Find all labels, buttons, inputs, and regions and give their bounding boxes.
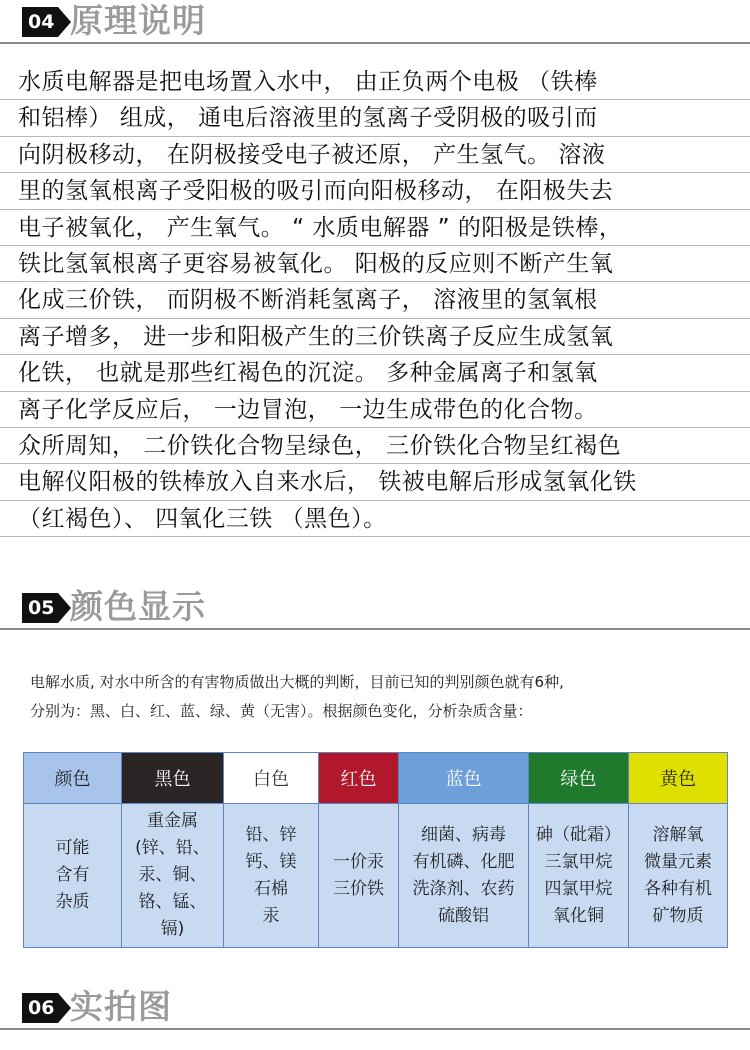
impurity-item: 重金属	[147, 811, 198, 831]
header-label-cell: 颜色	[24, 753, 122, 804]
paragraph-line: 化铁， 也就是那些红褐色的沉淀。 多种金属离子和氢氧	[0, 355, 750, 391]
row-label-text: 杂质	[55, 892, 90, 912]
color-header-cell: 红色	[319, 753, 399, 804]
impurity-item: 石棉	[254, 878, 288, 899]
paragraph-line: 和铝棒） 组成， 通电后溶液里的氢离子受阴极的吸引而	[0, 100, 750, 136]
section-05-header	[0, 586, 750, 630]
color-header-cell: 白色	[224, 753, 319, 804]
section-title: 原理说明	[70, 1, 206, 40]
impurity-item: 细菌、病毒	[421, 824, 506, 845]
paragraph-line: 离子化学反应后， 一边冒泡， 一边生成带色的化合物。	[0, 392, 750, 428]
section-number-badge	[22, 593, 71, 623]
paragraph-line: 化成三价铁， 而阴极不断消耗氢离子， 溶液里的氢氧根	[0, 282, 750, 318]
paragraph-line: 铁比氢氧根离子更容易被氧化。 阳极的反应则不断产生氧	[0, 246, 750, 282]
impurity-item: 三氯甲烷	[544, 851, 613, 872]
color-header-cell: 黄色	[629, 753, 728, 804]
impurity-item: 矿物质	[652, 905, 704, 926]
impurity-cell	[122, 804, 224, 948]
row-label-text: 可能	[55, 838, 90, 858]
impurity-cell	[399, 804, 529, 948]
section-number: 05	[22, 593, 58, 623]
color-header-cell: 黑色	[122, 753, 224, 804]
impurity-cell	[529, 804, 629, 948]
color-intro-text	[30, 668, 730, 726]
impurity-item: 溶解氧	[652, 824, 704, 845]
paragraph-line: 离子增多， 进一步和阳极产生的三价铁离子反应生成氢氧	[0, 319, 750, 355]
paragraph-line: 电解仪阳极的铁棒放入自来水后， 铁被电解后形成氢氧化铁	[0, 464, 750, 500]
color-header-cell: 绿色	[529, 753, 629, 804]
divider	[0, 42, 750, 44]
impurity-item: 钙、镁	[245, 851, 297, 872]
section-04-header	[0, 0, 750, 44]
section-number-badge	[22, 7, 71, 37]
impurity-cell	[629, 804, 728, 948]
table-row	[24, 804, 728, 948]
impurity-item: 铬、锰、	[138, 892, 207, 912]
impurity-item: 一价汞	[333, 851, 384, 872]
section-title: 实拍图	[70, 987, 172, 1026]
impurity-item: 四氯甲烷	[544, 878, 613, 899]
intro-line: 分别为：黑、白、红、蓝、绿、黄（无害）。根据颜色变化，分析杂质含量：	[30, 702, 533, 720]
impurity-item: 砷（砒霜）	[536, 824, 621, 845]
divider	[0, 628, 750, 630]
section-number: 04	[22, 7, 58, 37]
color-header-cell: 蓝色	[399, 753, 529, 804]
impurity-item: 有机磷、化肥	[412, 851, 515, 872]
intro-line: 电解水质, 对水中所含的有害物质做出大概的判断，目前已知的判别颜色就有6种,	[30, 673, 564, 691]
paragraph-line: 向阴极移动， 在阴极接受电子被还原， 产生氢气。 溶液	[0, 137, 750, 173]
paragraph-line: 电子被氧化， 产生氧气。 “ 水质电解器 ” 的阳极是铁棒，	[0, 210, 750, 246]
table-header-row	[24, 753, 728, 804]
impurity-item: 各种有机	[644, 878, 712, 899]
impurity-item: 汞	[262, 905, 280, 926]
impurity-item: 洗涤剂、农药	[412, 878, 515, 899]
impurity-item: 镉)	[160, 919, 185, 939]
principle-paragraph	[0, 64, 750, 537]
impurity-item: 三价铁	[333, 878, 384, 899]
impurity-item: 硫酸铝	[438, 905, 489, 926]
row-label-cell	[24, 804, 122, 948]
row-label-text: 含有	[55, 865, 90, 885]
paragraph-line: （红褐色）、 四氧化三铁 （黑色）。	[0, 501, 750, 537]
impurity-item: 微量元素	[644, 851, 712, 872]
color-table	[23, 752, 728, 948]
impurity-cell	[319, 804, 399, 948]
impurity-item: 铅、锌	[245, 824, 297, 845]
divider	[0, 1028, 750, 1030]
section-title: 颜色显示	[70, 587, 206, 626]
paragraph-line: 水质电解器是把电场置入水中， 由正负两个电极 （铁棒	[0, 64, 750, 100]
section-06-header	[0, 986, 750, 1030]
impurity-cell	[224, 804, 319, 948]
impurity-item: 氧化铜	[553, 905, 604, 926]
impurity-item: (锌、铅、	[135, 838, 210, 858]
paragraph-line: 里的氢氧根离子受阳极的吸引而向阳极移动， 在阳极失去	[0, 173, 750, 209]
section-number: 06	[22, 993, 58, 1023]
section-number-badge	[22, 993, 71, 1023]
paragraph-line: 众所周知， 二价铁化合物呈绿色， 三价铁化合物呈红褐色	[0, 428, 750, 464]
impurity-item: 汞、铜、	[138, 865, 207, 885]
